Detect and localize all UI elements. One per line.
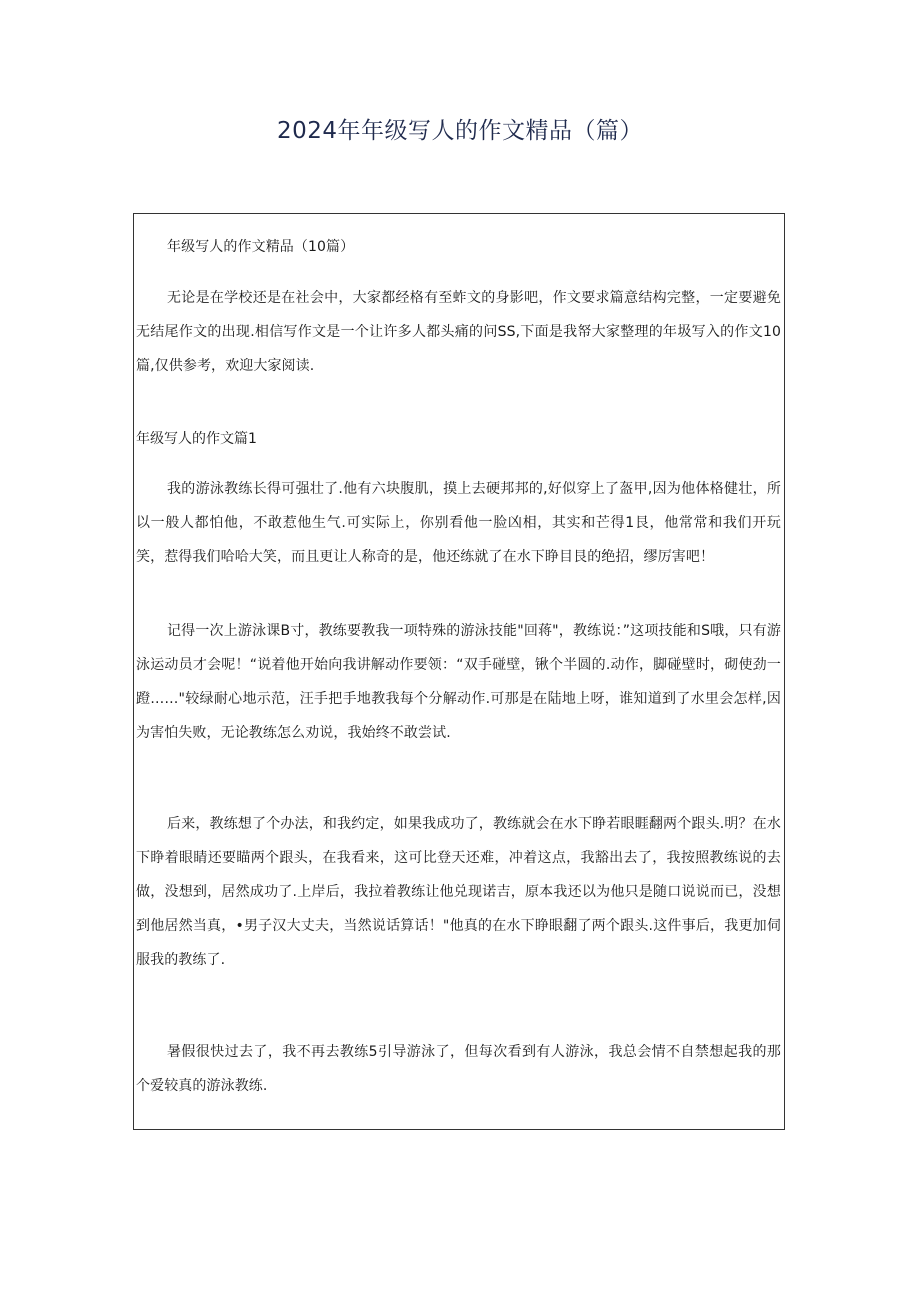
- body-paragraph: 暑假很快过去了，我不再去教练5引导游泳了，但每次看到有人游泳，我总会情不自禁想起我的那个爱较真的游泳教练.: [136, 1044, 781, 1094]
- body-paragraph: 记得一次上游泳课B寸，教练要教我一项特殊的游泳技能"回蒋"，教练说：”这项技能和S哦，只有游泳运动员才会呢！“说着他开始向我讲解动作要领：“双手碰壁，锹个半圆的.动作，脚碰壁时，砌使劲一蹬……"较绿耐心地示范，汪手把手地教我每个分解动作.可那是在陆地上呀，谁知道到了水里会怎样,因为害怕失败，无论教练怎么劝说，我始终不敢尝试.: [136, 623, 781, 741]
- content-box: [133, 213, 785, 1130]
- section-heading: 年级写人的作文篇1: [136, 431, 257, 447]
- subtitle: 年级写人的作文精品（10篇）: [167, 239, 355, 255]
- intro-paragraph: 无论是在学校还是在社会中，大家都经格有至蚱文的身影吧，作文要求篇意结构完整，一定要避免无结尾作文的出现.相信写作文是一个让许多人都头痛的问SS,下面是我帑大家整理的年圾写入的作文10篇,仅供参考，欢迎大家阅读.: [136, 290, 781, 374]
- body-paragraph: 后来，教练想了个办法，和我约定，如果我成功了，教练就会在水下睁若眼睚翻两个跟头.明？在水下睁着眼睛还要瞄两个跟头，在我看来，这可比登天还难，冲着这点，我豁出去了，我按照教练说的去做，没想到，居然成功了.上岸后，我拉着教练让他兑现诺吉，原本我还以为他只是随口说说而已，没想到他居然当真，•男子汉大丈夫，当然说话算话！"他真的在水下睁眼翻了两个跟头.这件事后，我更加伺服我的教练了.: [136, 816, 781, 968]
- body-paragraph: 我的游泳教练长得可强壮了.他有六块腹肌，摸上去硬邦邦的,好似穿上了盔甲,因为他体格健壮，所以一般人都怕他，不敢惹他生气.可实际上，你别看他一脸凶相，其实和芒得1艮，他常常和我们开玩笑，惹得我们哈哈大笑，而且更让人称奇的是，他还练就了在水下睁目艮的绝招，缪厉害吧！: [136, 481, 781, 565]
- document-title: 2024年年级写人的作文精品（篇）: [276, 118, 644, 144]
